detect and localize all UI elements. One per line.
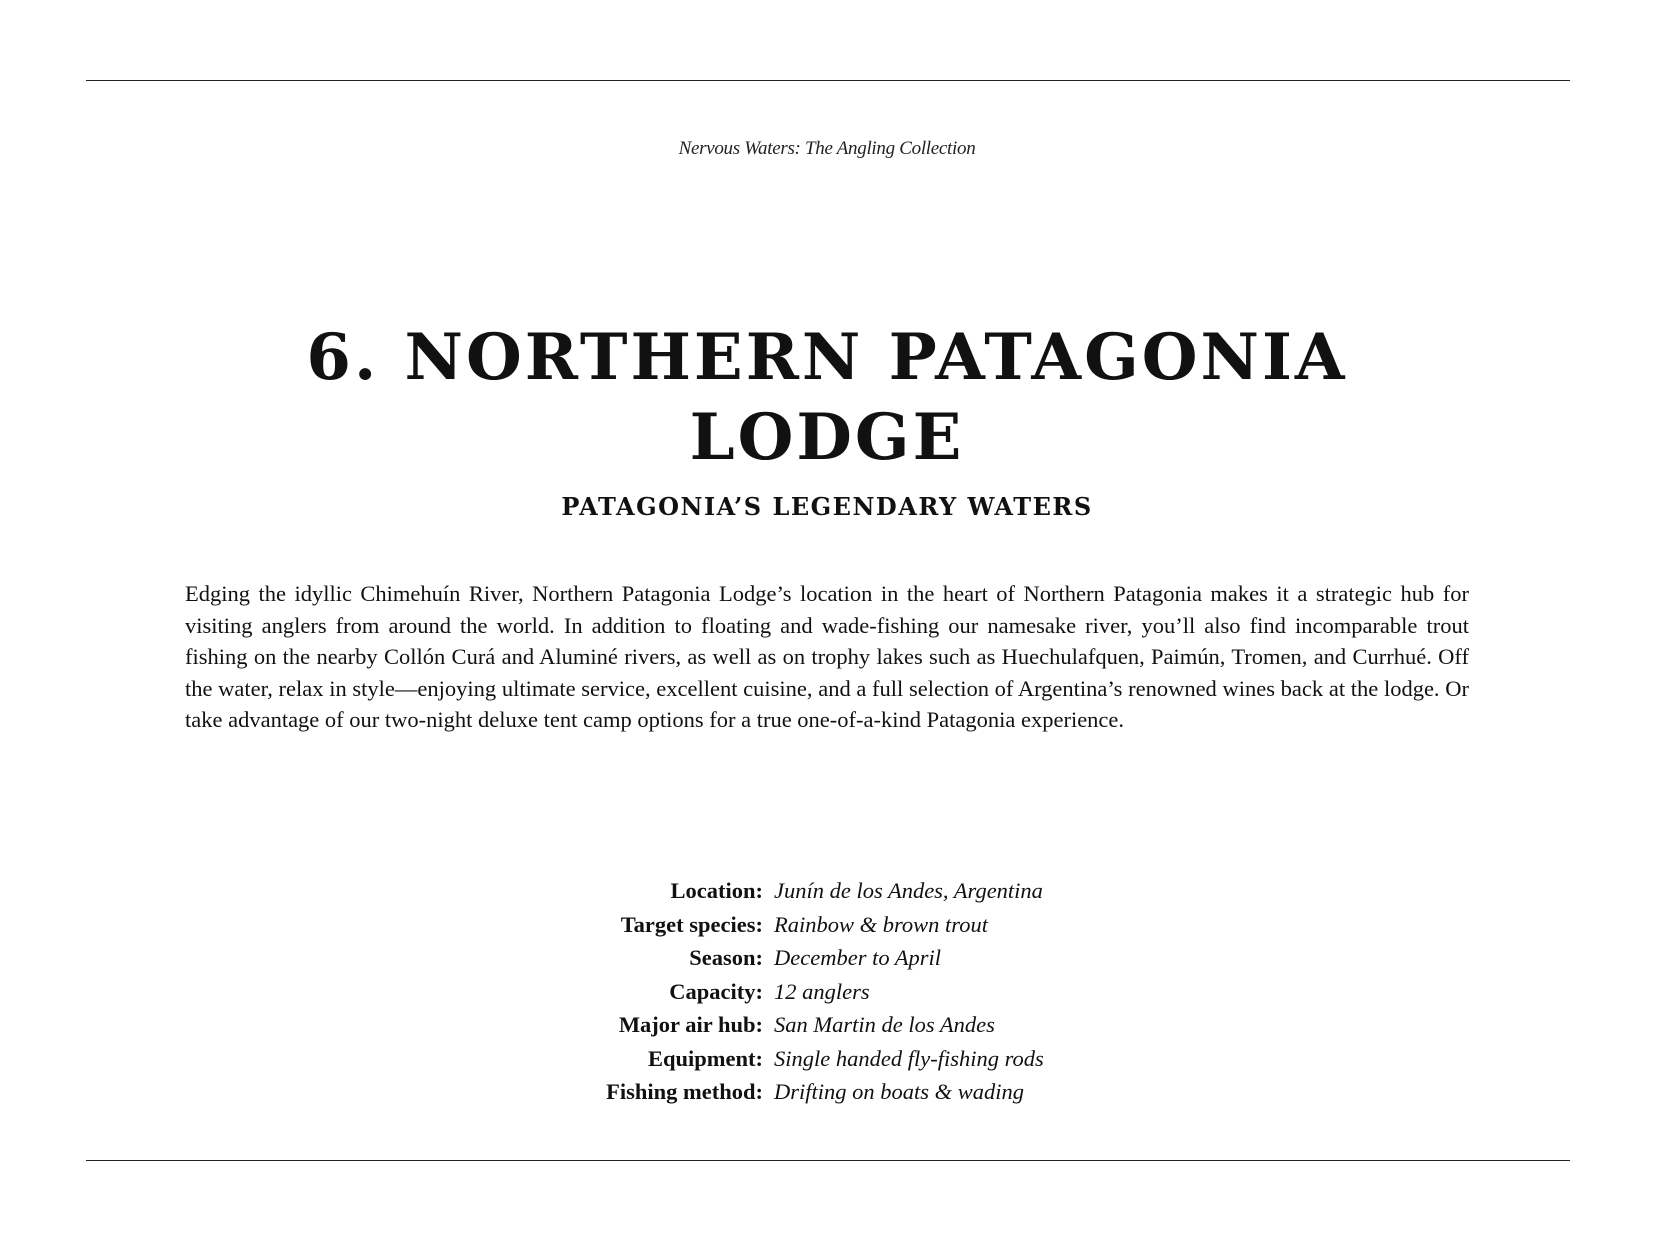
fact-row-target-species — [0, 908, 1654, 942]
top-divider — [86, 80, 1570, 81]
fact-label: Equipment: — [647, 1045, 763, 1071]
title-line-2: LODGE — [689, 400, 965, 475]
fact-row-equipment — [0, 1042, 1654, 1076]
running-header: Nervous Waters: The Angling Collection — [678, 138, 976, 159]
fact-label: Major air hub: — [618, 1012, 763, 1037]
page-subtitle: PATAGONIA’S LEGENDARY WATERS — [561, 492, 1093, 521]
fact-value: Drifting on boats & wading — [774, 1079, 1025, 1104]
fact-value: Single handed fly-fishing rods — [774, 1045, 1044, 1071]
fact-value: December to April — [774, 945, 942, 970]
fact-row-air-hub — [0, 1008, 1654, 1042]
fact-label: Fishing method: — [606, 1079, 763, 1104]
fact-value: 12 anglers — [774, 978, 870, 1004]
fact-row-location — [0, 874, 1654, 908]
page-title — [0, 318, 1654, 478]
fact-label: Season: — [689, 945, 763, 970]
description-paragraph: Edging the idyllic Chimehuín River, Northern Patagonia Lodge’s location in the heart of Northern Patagonia makes it a strategic hub for visiting anglers from around the world. In addition to floating and wade-fishing our namesake river, you’ll also find incomparable trout fishing on the nearby Collón Curá and Aluminé rivers, as well as on trophy lakes such as Huechulafquen, Paimún, Tromen, and Currhué. Off the water, relax in style—enjoying ultimate service, excellent cuisine, and a full selection of Argentina’s renowned wines back at the lodge. Or take advantage of our two-night deluxe tent camp options for a true one-of-a-kind Patagonia experience. — [185, 581, 1469, 732]
fact-value: Rainbow & brown trout — [774, 911, 988, 937]
title-line-1: 6. NORTHERN PATAGONIA — [306, 320, 1348, 395]
fact-row-season — [0, 941, 1654, 975]
fact-value: San Martin de los Andes — [774, 1012, 995, 1037]
fact-label: Capacity: — [669, 978, 763, 1004]
fact-row-capacity — [0, 975, 1654, 1009]
fact-value: Junín de los Andes, Argentina — [774, 878, 1043, 903]
facts-list — [0, 874, 1654, 1109]
fact-label: Location: — [670, 878, 763, 903]
bottom-divider — [86, 1160, 1570, 1161]
fact-row-fishing-method — [0, 1075, 1654, 1109]
fact-label: Target species: — [620, 911, 763, 937]
